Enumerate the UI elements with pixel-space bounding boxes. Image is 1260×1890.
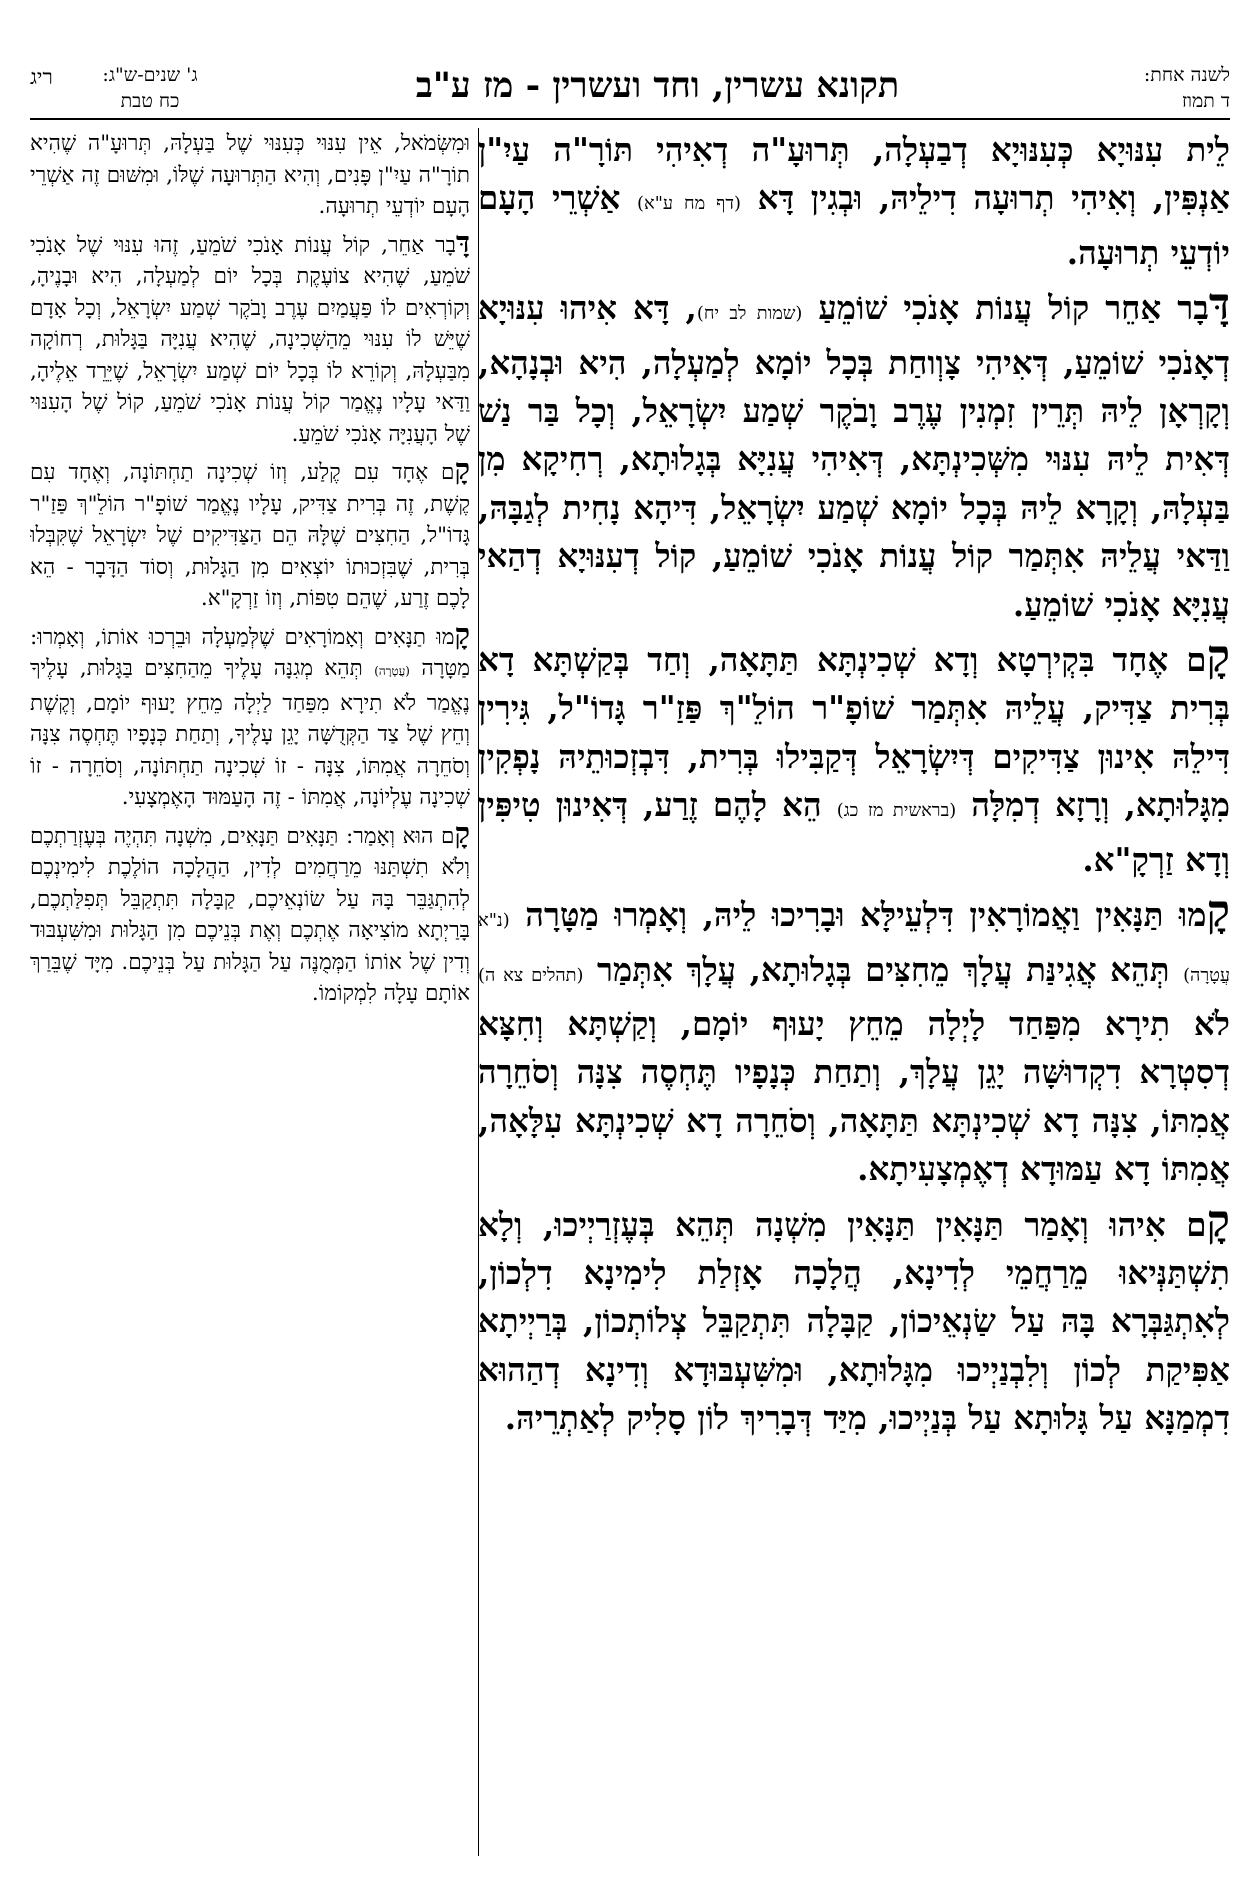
side-paragraph bbox=[30, 815, 470, 1010]
paragraph-text: לֵית עִנּוּיָא כְּעִנּוּיָא דְבַעְלָה, תְּרוּעָ"ה דְאִיהִי תּוֹרָ"ה עַיִ"ן אַנְפִּין, וְאִיהִי תְרוּעָה דִילֵיהּ, וּבְגִין דָּא bbox=[478, 130, 1230, 218]
initial-word: קָ bbox=[454, 616, 470, 651]
source-reference: (שמות לב יח) bbox=[696, 303, 803, 325]
page-title: תקונא עשרין, וחד ועשרין - מז ע"ב bbox=[415, 65, 900, 106]
side-paragraph bbox=[30, 454, 470, 615]
paragraph-text: ם אִיהוּ וְאָמַר תַּנָּאִין תַּנָּאִין מִשְׁנָה תְּהֵא בְּעֶזְרַיְיכוּ, וְלָא תִשְׁתַּנְּיאוּ מֵרַחֲמֵי לְדִינָא, הֲלָכָה אָזְלַת לִימִינָא דִלְכוֹן, לְאִתְגַּבְּרָא בָּהּ עַל שַׂנְאֵיכוֹן, קַבָּלָה תִּתְקַבֵּל צְלוֹתְכוֹן, בְּרַיְיתָא אַפִּיקַת לְכוֹן וְלִבְנַיְיכוּ מִגָּלוּתָא, וּמִשִּׁעְבּוּדָא וְדִינָא דְהַהוּא דִמְמַנָּא עַל גָּלוּתָא עַל בְּנַיְיכוּ, מִיַּד דְּבָרִיךְ לוֹן סָלִיק לְאַתְרֵיהּ. bbox=[478, 1204, 1230, 1438]
page-number: ריג bbox=[30, 65, 53, 89]
main-paragraph bbox=[478, 126, 1230, 277]
initial-word: קָ bbox=[454, 452, 470, 486]
schedule-label: ג' שנים-ש"ג: bbox=[102, 64, 198, 86]
initial-word: דָּ bbox=[456, 224, 470, 259]
hebrew-translation-column bbox=[30, 128, 470, 1858]
schedule-date: כח טבת bbox=[120, 90, 180, 112]
schedule-label: לשנה אחת: bbox=[1143, 64, 1230, 86]
main-paragraph bbox=[478, 281, 1230, 629]
paragraph-text: ם הוּא וְאָמַר: תַּנָּאִים תַּנָּאִים, מִשְׁנָה תִּהְיֶה בְּעֶזְרַתְכֶם וְלֹא תִשְׁתַּנּוּ מֵרַחֲמִים לְדִין, הַהֲלָכָה הוֹלֶכֶת לִימִינְכֶם לְהִתְגַּבֵּר בָּהּ עַל שׂוֹנְאֵיכֶם, קַבָּלָה תִּתְקַבֵּל תְּפִלַּתְכֶם, בָּרַיְתָא מוֹצִיאָה אֶתְכֶם וְאֶת בְּנֵיכֶם מִן הַגָּלוּת וּמִשִּׁעְבּוּד וְדִין שֶׁל אוֹתוֹ הַמְּמֻנֶּה עַל הַגָּלוּת עַל בְּנֵיכֶם. מִיָּד שֶׁבֵּרַךְ אוֹתָם עָלָה לִמְקוֹמוֹ. bbox=[30, 823, 470, 1006]
paragraph-text: הֵא לָהֶם זֶרַע, דְּאִינוּן טִיפִּין וְדָא זַרְקָ"א. bbox=[478, 785, 1230, 879]
study-schedule-three-years bbox=[80, 62, 220, 114]
main-paragraph bbox=[478, 1195, 1230, 1443]
paragraph-text: בָר אַחֵר קוֹל עֲנוֹת אָנֹכִי שׁוֹמֵעַ bbox=[818, 288, 1209, 328]
side-paragraph bbox=[30, 224, 470, 451]
study-schedule-one-year bbox=[1080, 62, 1230, 114]
schedule-date: ד תמוז bbox=[1181, 90, 1230, 112]
paragraph-text: ם אֶחָד בִּקְירְטָא וְדָא שְׁכִינְתָּא תַּתָּאָה, וְחַד בְּקַשְׁתָּא דָא בְּרִית צַדִּיק, עֲלֵיהּ אִתְּמַר שׁוֹפָ"ר הוֹלֵ"ךְ פַּזַ"ר גָּדוֹ"ל, גִּירִין דִּילֵהּ אִינוּן צַדִּיקִים דְּיִשְׂרָאֵל דְּקַבִּילוּ בְּרִית, דִּבְזְכוּתֵיהּ נָפְקִין מִגָּלוּתָא, וְרָזָא דְמִלָּה bbox=[478, 640, 1230, 825]
paragraph-text: , דָּא אִיהוּ עִנּוּיָא דְאָנֹכִי שׁוֹמֵעַ, דְּאִיהִי צָוְוחַת בְּכָל יוֹמָא לְמַעְלָה, הִיא וּבְנָהָא, וְקָרְאָן לֵיהּ תְּרֵין זִמְנִין עֶרֶב וָבֹקֶר שְׁמַע יִשְׂרָאֵל, וְכָל בַּר נַשׁ דְּאִית לֵיהּ עִנּוּי מִשְּׁכִינְתָּא, דְּאִיהִי עֲנִיָּא בְּגָלוּתָא, רְחִיקָא מִן בַּעְלָהּ, וְקָרָא לֵיהּ בְּכָל יוֹמָא שְׁמַע יִשְׂרָאֵל, דִּיהָא נָחִית לְגַבָּהּ, וַדַּאי עֲלֵיהּ אִתְּמַר קוֹל עֲנוֹת אָנֹכִי שׁוֹמֵעַ, קוֹל דְעִנּוּיָא דְהַאי עֲנִיָּא אָנֹכִי שׁוֹמֵעַ. bbox=[478, 288, 1230, 624]
main-paragraph bbox=[478, 633, 1230, 884]
header-rule bbox=[30, 118, 1230, 120]
paragraph-text: ם אֶחָד עִם קֶלַע, וְזוֹ שְׁכִינָה תַחְתּוֹנָה, וְאֶחָד עִם קֶשֶׁת, זֶה בְּרִית צַדִּיק, עָלָיו נֶאֱמַר שׁוֹפָ"ר הוֹלֵ"ךְ פַּזַ"ר גָּדוֹ"ל, הַחִצִּים שֶׁלָּהּ הֵם הַצַּדִּיקִים שֶׁל יִשְׂרָאֵל שֶׁקִּבְּלוּ בְּרִית, שֶׁבִּזְכוּתוֹ יוֹצְאִים מִן הַגָּלוּת, וְסוֹד הַדָּבָר - הֵא לָכֶם זֶרַע, שֶׁהֵם טִפּוֹת, וְזוֹ זַרְקָ"א. bbox=[30, 460, 470, 611]
initial-word: קָ bbox=[1206, 1195, 1230, 1247]
column-divider bbox=[478, 128, 479, 1856]
initial-word: קָ bbox=[1206, 886, 1230, 938]
paragraph-text: בָר אַחֵר, קוֹל עֲנוֹת אָנֹכִי שֹׁמֵעַ, זֶהוּ עִנּוּי שֶׁל אָנֹכִי שֹׁמֵעַ, שֶׁהִיא צוֹעֶקֶת בְּכָל יוֹם לְמַעְלָה, הִיא וּבָנֶיהָ, וְקוֹרְאִים לוֹ פַּעֲמַיִם עֶרֶב וָבֹקֶר שְׁמַע יִשְׂרָאֵל, וְכָל אָדָם שֶׁיֵּשׁ לוֹ עִנּוּי מֵהַשְּׁכִינָה, שֶׁהִיא עֲנִיָּה בַּגָּלוּת, רְחוֹקָה מִבַּעְלָהּ, וְקוֹרֵא לוֹ בְּכָל יוֹם שְׁמַע יִשְׂרָאֵל, שֶׁיֵּרֵד אֵלֶיהָ, וַדַּאי עָלָיו נֶאֱמַר קוֹל עֲנוֹת אָנֹכִי שֹׁמֵעַ, קוֹל שֶׁל הָעִנּוּי שֶׁל הָעֲנִיָּה אָנֹכִי שֹׁמֵעַ. bbox=[30, 232, 470, 447]
initial-word: דָּ bbox=[1208, 279, 1230, 331]
main-paragraph bbox=[478, 888, 1230, 1193]
source-reference: (עֲטָרָה) bbox=[374, 664, 410, 678]
paragraph-text: וּמִשְּׂמֹאל, אֵין עִנּוּי כְּעִנּוּי שֶׁל בַּעְלָהּ, תְּרוּעָ"ה שֶׁהִיא תוֹרָ"ה עַיִ"ן פָּנִים, וְהִיא הַתְּרוּעָה שֶׁלּוֹ, וּמִשּׁוּם זֶה אַשְׁרֵי הָעָם יוֹדְעֵי תְרוּעָה. bbox=[30, 131, 470, 219]
source-reference: (תהלים צא ה) bbox=[478, 964, 584, 986]
paragraph-text: אַשְׁרֵי הָעָם יוֹדְעֵי תְרוּעָה. bbox=[478, 178, 1230, 272]
side-paragraph bbox=[30, 616, 470, 814]
initial-word: קָ bbox=[454, 815, 470, 850]
paragraph-text: לֹא תִירָא מִפַּחַד לָיְלָה מֵחֵץ יָעוּף יוֹמָם, וְקַשְׁתָּא וְחִצָּא דְסִטְרָא דִקְדוּשָּׁה יָגֵן עֲלָךְ, וְתַחַת כְּנָפָיו תֶּחְסֶה צִנָּה וְסֹחֵרָה אֲמִתּוֹ, צִנָּה דָא שְׁכִינְתָּא תַּתָּאָה, וְסֹחֵרָה דָא שְׁכִינְתָּא עִלָּאָה, אֲמִתּוֹ דָא עַמּוּדָא דְאֶמְצָעִיתָא. bbox=[478, 1003, 1230, 1189]
paragraph-text: מוּ תַנָּאִים וְאָמוֹרָאִים שֶׁלְּמַעְלָה וּבֵרְכוּ אוֹתוֹ, וְאָמְרוּ: מַטָּרָה bbox=[30, 624, 470, 681]
side-paragraph bbox=[30, 128, 470, 223]
paragraph-text: תְּהֵא מְגִנָּה עָלֶיךָ מֵהַחִצִּים בַּגָּלוּת, עָלֶיךָ נֶאֱמַר לֹא תִירָא מִפַּחַד לַיְלָה מֵחֵץ יָעוּף יוֹמָם, וְקֶשֶׁת וְחֵץ שֶׁל צַד הַקְּדֻשָּׁה יָגֵן עָלֶיךָ, וְתַחַת כְּנָפָיו תֶּחְסֶה צִנָּה וְסֹחֵרָה אֲמִתּוֹ, צִנָּה - זוֹ שְׁכִינָה תַחְתּוֹנָה, וְסֹחֵרָה - זוֹ שְׁכִינָה עֶלְיוֹנָה, אֲמִתּוֹ - זֶה הָעַמּוּד הָאֶמְצָעִי. bbox=[30, 656, 470, 810]
initial-word: קָ bbox=[1206, 631, 1230, 683]
aramaic-main-column bbox=[478, 126, 1230, 1856]
source-reference: (דף מח ע"א) bbox=[637, 193, 741, 215]
source-reference: (בראשית מז כג) bbox=[836, 800, 957, 822]
paragraph-text: תְּהֵא אֲגִינַּת עֲלָךְ מֵחִצִּים בְּגָלוּתָא, עֲלָךְ אִתְּמַר bbox=[597, 949, 1170, 989]
source-reference: (נ"א עֲטָרָה) bbox=[478, 910, 1230, 986]
page-header bbox=[30, 62, 1230, 114]
paragraph-text: מוּ תַּנָּאִין וַאֲמוֹרָאִין דִּלְעֵילָּא וּבָרִיכוּ לֵיהּ, וְאָמְרוּ מַטָּרָה bbox=[525, 895, 1207, 935]
